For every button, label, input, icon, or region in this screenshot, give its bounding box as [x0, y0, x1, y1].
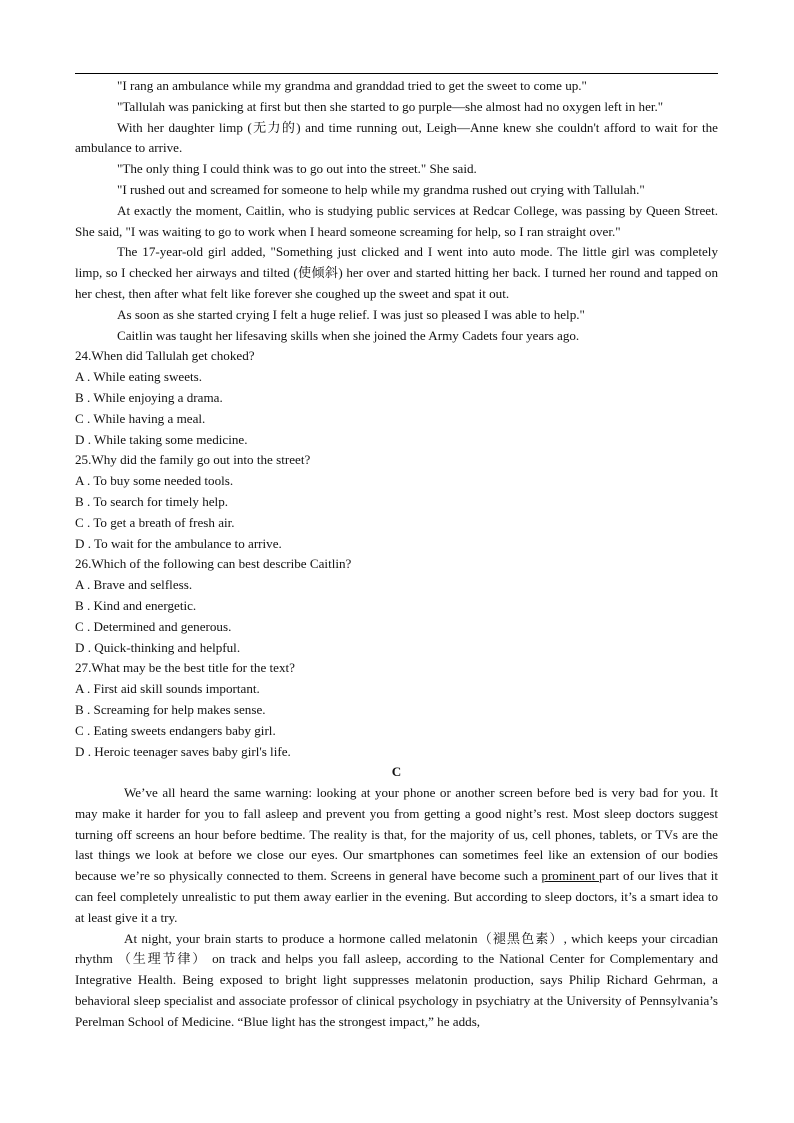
question-26	[75, 554, 718, 658]
answer-option[interactable]: B . Screaming for help makes sense.	[75, 701, 266, 717]
passage-paragraph: The 17-year-old girl added, "Something just clicked and I went into auto mode. The little girl was completely limp, so I checked her airways and tilted (使倾斜) her over and started hitting her back. I turned her round and tapped on her chest, then after what felt like forever she coughed up the sweet and spat it out.	[75, 244, 718, 301]
answer-option[interactable]: D . Quick-thinking and helpful.	[75, 639, 241, 655]
answer-option[interactable]: D . Heroic teenager saves baby girl's life.	[75, 743, 291, 759]
section-heading: C	[391, 764, 402, 780]
page-content	[75, 76, 718, 1033]
passage-paragraph: "The only thing I could think was to go out into the street." She said.	[117, 161, 477, 177]
answer-option[interactable]: B . To search for timely help.	[75, 493, 229, 509]
paragraph-text: part of our lives that it can feel completely unrealistic to put them away earlier in the evening. But according to sleep doctors, it’s a smart idea to at least give it a try.	[75, 868, 718, 925]
passage-paragraph: Caitlin was taught her lifesaving skills when she joined the Army Cadets four years ago.	[117, 327, 580, 343]
answer-option[interactable]: B . While enjoying a drama.	[75, 389, 223, 405]
answer-option[interactable]: A . While eating sweets.	[75, 369, 203, 385]
passage-paragraph: At exactly the moment, Caitlin, who is studying public services at Redcar College, was passing by Queen Street. She said, "I was waiting to go to work when I heard someone screaming for help, so I ran straight over."	[75, 202, 718, 239]
answer-option[interactable]: A . Brave and selfless.	[75, 577, 193, 593]
answer-option[interactable]: C . To get a breath of fresh air.	[75, 514, 235, 530]
answer-option[interactable]: D . While taking some medicine.	[75, 431, 248, 447]
paragraph-text: We’ve all heard the same warning: looking at your phone or another screen before bed is very bad for you. It may make it harder for you to fall asleep and prevent you from getting a good night’s rest. Most sleep doctors suggest turning off screens an hour before bedtime. The reality is that, for the majority of us, cell phones, tablets, or TVs are the last things we look at before we close our eyes. Our smartphones can sometimes feel like an extension of our bodies because we’re so physically connected to them. Screens in general have become such a	[75, 785, 718, 884]
passage-paragraph: With her daughter limp (无力的) and time running out, Leigh—Anne knew she couldn't afford to wait for the ambulance to arrive.	[75, 119, 718, 156]
answer-option[interactable]: A . First aid skill sounds important.	[75, 681, 260, 697]
passage-paragraph: "I rang an ambulance while my grandma and granddad tried to get the sweet to come up."	[117, 78, 587, 93]
answer-option[interactable]: C . Determined and generous.	[75, 618, 232, 634]
answer-option[interactable]: A . To buy some needed tools.	[75, 473, 234, 489]
passage-c-paragraph-1	[75, 783, 718, 929]
answer-option[interactable]: C . While having a meal.	[75, 410, 206, 426]
answer-option[interactable]: C . Eating sweets endangers baby girl.	[75, 722, 276, 738]
question-25	[75, 450, 718, 554]
question-27	[75, 658, 718, 762]
underlined-word: prominent	[541, 868, 599, 884]
question-stem: 26.Which of the following can best describe Caitlin?	[75, 556, 352, 572]
question-24	[75, 346, 718, 450]
passage-c-paragraph-2: At night, your brain starts to produce a hormone called melatonin（褪黑色素）, which keeps your circadian rhythm （生理节律） on track and helps you fall asleep, according to the National Center for Complementary and Integrative Health. Being exposed to bright light suppresses melatonin production, says Philip Richard Gehrman, a behavioral sleep specialist and associate professor of clinical psychology in psychiatry at the University of Pennsylvania’s Perelman School of Medicine. “Blue light has the strongest impact,” he adds,	[75, 930, 718, 1029]
answer-option[interactable]: B . Kind and energetic.	[75, 597, 197, 613]
header-rule	[75, 73, 718, 74]
answer-option[interactable]: D . To wait for the ambulance to arrive.	[75, 535, 282, 551]
question-stem: 27.What may be the best title for the text?	[75, 660, 295, 676]
passage-paragraph: "Tallulah was panicking at first but then she started to go purple—she almost had no oxygen left in her."	[117, 98, 664, 114]
passage-paragraph: "I rushed out and screamed for someone to help while my grandma rushed out crying with Tallulah."	[117, 181, 645, 197]
question-stem: 24.When did Tallulah get choked?	[75, 348, 255, 364]
passage-paragraph: As soon as she started crying I felt a huge relief. I was just so pleased I was able to help."	[117, 306, 585, 322]
question-stem: 25.Why did the family go out into the street?	[75, 452, 311, 468]
